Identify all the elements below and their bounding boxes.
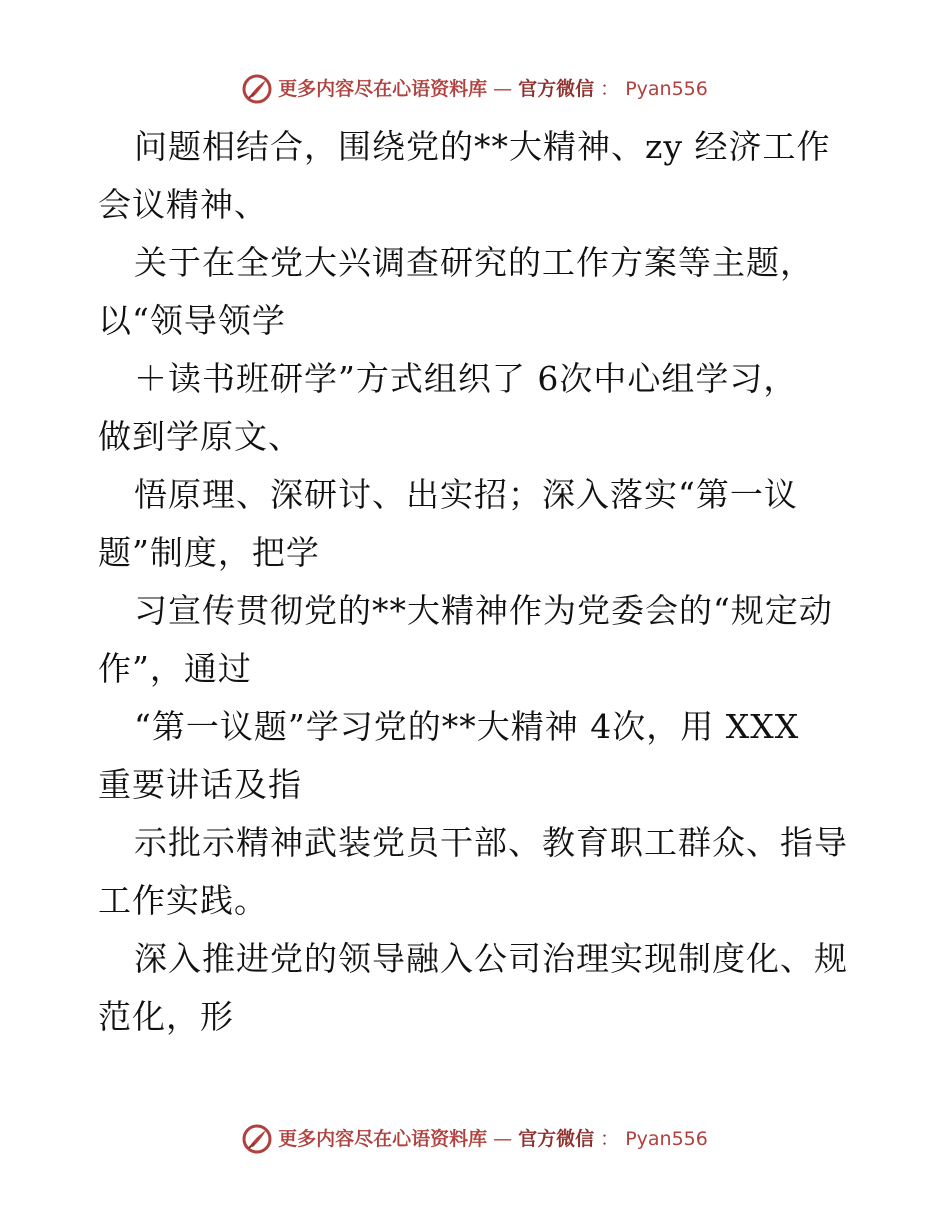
header-banner-dash: — (493, 77, 513, 100)
footer-banner-dash: — (493, 1127, 513, 1150)
body-line-13: 示批示精神武装党员干部、教育职工群众、指导 (134, 823, 848, 862)
body-line-7: 悟原理、深研讨、出实招；深入落实“第一议 (134, 475, 798, 514)
body-line-5: ＋读书班研学”方式组织了 6次中心组学习， (134, 359, 798, 398)
body-line-6: 做到学原文、 (98, 417, 302, 456)
footer-banner-wechat-label: 官方微信 (518, 1127, 595, 1150)
footer-banner-wechat-id: Pyan556 (625, 1127, 708, 1150)
footer-banner-main-text: 更多内容尽在心语资料库 (278, 1127, 488, 1150)
body-line-12: 重要讲话及指 (98, 765, 302, 804)
header-banner-wechat-label: 官方微信 (518, 77, 595, 100)
body-line-14: 工作实践。 (98, 881, 268, 920)
body-line-10: 作”，通过 (98, 649, 252, 688)
body-line-8: 题”制度，把学 (98, 533, 320, 572)
header-banner-colon: ： (600, 77, 620, 100)
quill-pen-logo-icon (242, 1124, 272, 1154)
body-line-4: 以“领导领学 (98, 301, 286, 340)
body-line-3: 关于在全党大兴调查研究的工作方案等主题， (134, 243, 814, 282)
footer-watermark-banner (0, 1124, 950, 1154)
header-banner-main-text: 更多内容尽在心语资料库 (278, 77, 488, 100)
header-banner-wechat-id: Pyan556 (625, 77, 708, 100)
footer-banner-colon: ： (600, 1127, 620, 1150)
body-line-1: 问题相结合，围绕党的**大精神、zy 经济工作 (134, 127, 831, 166)
body-line-2: 会议精神、 (98, 185, 268, 224)
body-line-15: 深入推进党的领导融入公司治理实现制度化、规 (134, 939, 848, 978)
body-line-9: 习宣传贯彻党的**大精神作为党委会的“规定动 (134, 591, 833, 630)
body-line-11: “第一议题”学习党的**大精神 4次，用 XXX (134, 707, 800, 746)
body-line-16: 范化，形 (98, 997, 234, 1036)
